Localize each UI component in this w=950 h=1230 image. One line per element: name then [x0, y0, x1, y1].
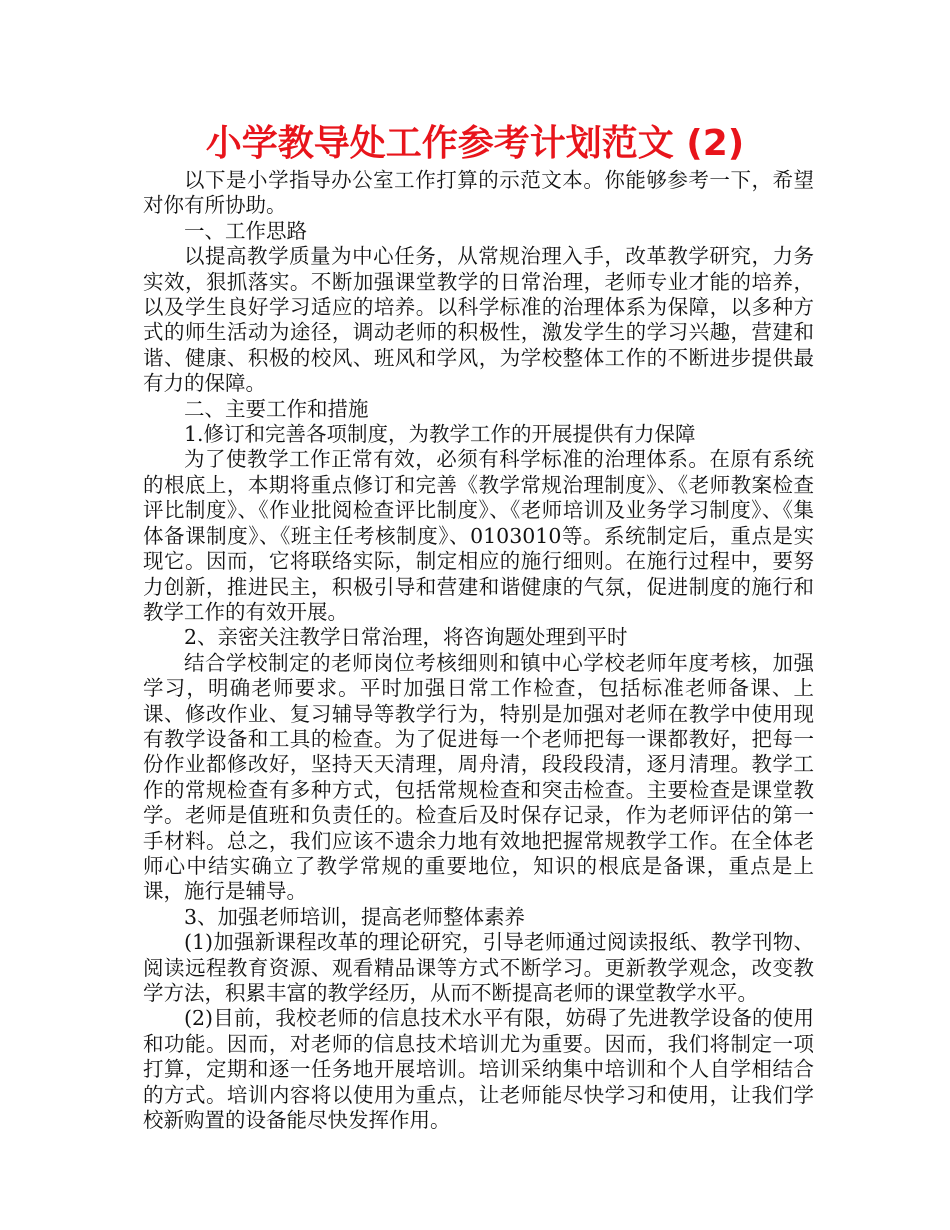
paragraph-daily-management: 结合学校制定的老师岗位考核细则和镇中心学校老师年度考核，加强学习，明确老师要求。平时加强日常工作检查，包括标准老师备课、上课、修改作业、复习辅导等教学行为，特别是加强对老师在教学中使用现有教学设备和工具的检查。为了促进每一个老师把每一课都教好，把每一份作业都修改好，坚持天天清理，周舟清，段段段清，逐月清理。教学工作的常规检查有多种方式，包括常规检查和突击检查。主要检查是课堂教学。老师是值班和负责任的。检查后及时保存记录，作为老师评估的第一手材料。总之，我们应该不遗余力地有效地把握常规教学工作。在全体老师心中结实确立了教学常规的重要地位，知识的根底是备课，重点是上课，施行是辅导。 — [143, 650, 814, 904]
paragraph-training-it: (2)目前，我校老师的信息技术水平有限，妨碍了先进教学设备的使用和功能。因而，对老师的信息技术培训尤为重要。因而，我们将制定一项打算，定期和逐一任务地开展培训。培训采纳集中培训和个人自学相结合的方式。培训内容将以使用为重点，让老师能尽快学习和使用，让我们学校新购置的设备能尽快发挥作用。 — [143, 1006, 814, 1133]
subheading-revise-systems: 1.修订和完善各项制度，为教学工作的开展提供有力保障 — [184, 422, 696, 447]
heading-main-measures: 二、主要工作和措施 — [184, 396, 369, 421]
subheading-teacher-training: 3、加强老师培训，提高老师整体素养 — [184, 904, 526, 929]
heading-work-ideas: 一、工作思路 — [184, 218, 307, 243]
paragraph-intro: 以下是小学指导办公室工作打算的示范文本。你能够参考一下，希望对你有所协助。 — [143, 168, 814, 218]
paragraph-training-theory: (1)加强新课程改革的理论研究，引导老师通过阅读报纸、教学刊物、阅读远程教育资源、观看精品课等方式不断学习。更新教学观念，改变教学方法，积累丰富的教学经历，从而不断提高老师的课堂教学水平。 — [143, 930, 814, 1005]
subheading-daily-management: 2、亲密关注教学日常治理，将咨询题处理到平时 — [184, 625, 628, 650]
document-body — [143, 168, 814, 1133]
document-title: 小学教导处工作参考计划范文 (2) — [205, 123, 745, 164]
paragraph-work-ideas: 以提高教学质量为中心任务，从常规治理入手，改革教学研究，力务实效，狠抓落实。不断加强课堂教学的日常治理，老师专业才能的培养，以及学生良好学习适应的培养。以科学标准的治理体系为保障，以多种方式的师生活动为途径，调动老师的积极性，激发学生的学习兴趣，营建和谐、健康、积极的校风、班风和学风，为学校整体工作的不断进步提供最有力的保障。 — [143, 244, 814, 396]
paragraph-revise-systems: 为了使教学工作正常有效，必须有科学标准的治理体系。在原有系统的根底上，本期将重点修订和完善《教学常规治理制度》、《老师教案检查评比制度》、《作业批阅检查评比制度》、《老师培训及业务学习制度》、《集体备课制度》、《班主任考核制度》、0103010等。系统制定后，重点是实现它。因而，它将联络实际，制定相应的施行细则。在施行过程中，要努力创新，推进民主，积极引导和营建和谐健康的气氛，促进制度的施行和教学工作的有效开展。 — [143, 447, 814, 624]
